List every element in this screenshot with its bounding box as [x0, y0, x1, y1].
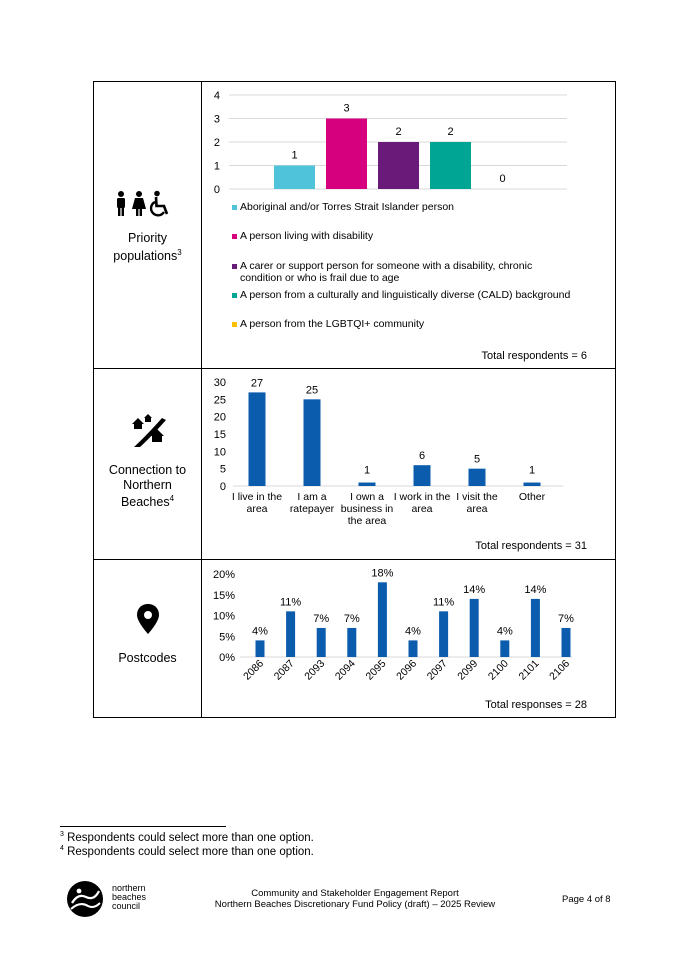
data-label: 14% [524, 583, 547, 596]
postcodes-total: Total responses = 28 [485, 699, 587, 711]
y-tick-label: 4 [213, 90, 220, 102]
y-tick-label: 2 [213, 137, 220, 149]
data-label: 1 [363, 464, 371, 477]
footnote: $^4$ Respondents could select more than one option. [60, 845, 314, 858]
data-label: 4% [405, 625, 421, 638]
x-tick-label: Other [518, 491, 546, 503]
bar [304, 399, 321, 486]
y-tick-label: 20% [212, 569, 235, 581]
data-label: 2 [447, 126, 454, 138]
houses-road-icon [130, 414, 170, 448]
y-tick-label: 10 [213, 446, 226, 459]
data-table [93, 81, 616, 718]
legend-entry: A person from a culturally and linguistically diverse (CALD) background [240, 289, 571, 301]
x-tick-label: 2094 [332, 657, 358, 683]
legend-swatch [232, 264, 237, 269]
bar [286, 611, 295, 657]
connection-total: Total respondents = 31 [475, 540, 587, 552]
page-number: Page 4 of 8 [562, 894, 611, 905]
x-tick-label: area [466, 503, 488, 515]
postcodes-label: Postcodes [118, 651, 177, 665]
bar [430, 142, 471, 189]
footer-title: Community and Stakeholder Engagement Report Northern Beaches Discretionary Fund Policy (draft) – 2025 Review [214, 888, 496, 910]
bar [531, 599, 540, 657]
data-label: 4% [496, 625, 513, 638]
bar [524, 483, 541, 486]
connection-chart [202, 369, 617, 560]
y-tick-label: 3 [213, 113, 220, 126]
x-tick-label: 2086 [241, 657, 267, 683]
x-tick-label: I live in the [231, 491, 283, 503]
legend-entry: A person living with disability [240, 230, 374, 242]
connection-label: Connection to Northern Beaches$^4$ [108, 463, 187, 510]
y-tick-label: 25 [213, 394, 226, 407]
bar [378, 142, 419, 189]
x-tick-label: 2093 [302, 657, 328, 683]
x-tick-label: I own a [350, 491, 384, 503]
legend-entry: Aboriginal and/or Torres Strait Islander person [240, 201, 455, 213]
priority-populations-chart [202, 82, 617, 368]
council-logo-icon [64, 879, 106, 919]
bar [409, 640, 418, 657]
y-tick-label: 5% [219, 631, 235, 644]
legend-swatch [232, 205, 237, 210]
x-tick-label: 2106 [547, 657, 573, 683]
data-label: 6 [418, 450, 426, 463]
x-tick-label: ratepayer [289, 503, 335, 515]
x-tick-label: the area [347, 515, 387, 527]
data-label: 3 [343, 102, 350, 115]
data-label: 4% [252, 625, 268, 638]
legend-entry: A person from the LGBTQI+ community [240, 318, 425, 330]
x-tick-label: I am a [297, 491, 327, 503]
data-label: 27 [250, 377, 264, 390]
data-label: 14% [463, 583, 486, 596]
data-label: 11% [432, 596, 455, 609]
data-label: 11% [279, 596, 302, 609]
y-tick-label: 30 [213, 377, 226, 389]
data-label: 1 [291, 149, 298, 162]
y-tick-label: 10% [212, 610, 235, 623]
data-label: 25 [305, 384, 319, 397]
bar [256, 640, 265, 657]
bar [378, 582, 387, 657]
postcodes-chart [202, 560, 617, 718]
x-tick-label: I visit the [456, 491, 498, 503]
bar [326, 119, 367, 190]
y-tick-label: 15% [212, 589, 235, 602]
bar [414, 465, 431, 486]
bar [469, 469, 486, 486]
legend-swatch [232, 234, 237, 239]
bar [274, 166, 315, 190]
x-tick-label: business in [340, 503, 394, 515]
data-label: 0 [499, 173, 506, 185]
footnote-rule [60, 826, 226, 827]
legend-swatch [232, 322, 237, 327]
footnote: $^3$ Respondents could select more than one option. [60, 831, 314, 844]
bar [500, 640, 509, 657]
data-label: 1 [528, 464, 536, 477]
legend-swatch [232, 293, 237, 298]
data-label: 2 [395, 126, 402, 138]
council-logo-text: northern beaches council [112, 883, 147, 911]
bar [317, 628, 326, 657]
y-tick-label: 20 [213, 411, 226, 424]
legend-entry: A carer or support person for someone with a disability, chronic [240, 260, 533, 272]
data-label: 7% [558, 612, 574, 625]
data-label: 7% [343, 612, 360, 625]
data-label: 18% [371, 567, 394, 580]
bar [249, 392, 266, 486]
x-tick-label: 2095 [363, 657, 389, 683]
x-tick-label: 2101 [516, 657, 542, 683]
data-label: 7% [313, 612, 330, 625]
priority-total: Total respondents = 6 [481, 350, 587, 362]
y-tick-label: 0% [219, 652, 235, 664]
x-tick-label: 2099 [455, 657, 481, 683]
y-tick-label: 5 [219, 463, 226, 476]
x-tick-label: 2096 [394, 657, 420, 683]
y-tick-label: 0 [219, 481, 226, 493]
bar [470, 599, 479, 657]
bar [359, 483, 376, 486]
y-tick-label: 1 [213, 160, 220, 173]
y-tick-label: 0 [213, 184, 220, 196]
x-tick-label: 2087 [271, 657, 297, 683]
x-tick-label: area [246, 503, 268, 515]
x-tick-label: 2097 [424, 657, 450, 683]
location-pin-icon [136, 604, 160, 634]
x-tick-label: I work in the [393, 491, 451, 503]
priority-populations-label: Priority populations$^3$ [113, 231, 182, 263]
x-tick-label: 2100 [485, 657, 511, 683]
bar [347, 628, 356, 657]
y-tick-label: 15 [213, 429, 226, 441]
data-label: 5 [473, 453, 481, 466]
bar [562, 628, 571, 657]
bar [439, 611, 448, 657]
legend-entry: condition or who is frail due to age [240, 272, 400, 284]
x-tick-label: area [411, 503, 433, 515]
